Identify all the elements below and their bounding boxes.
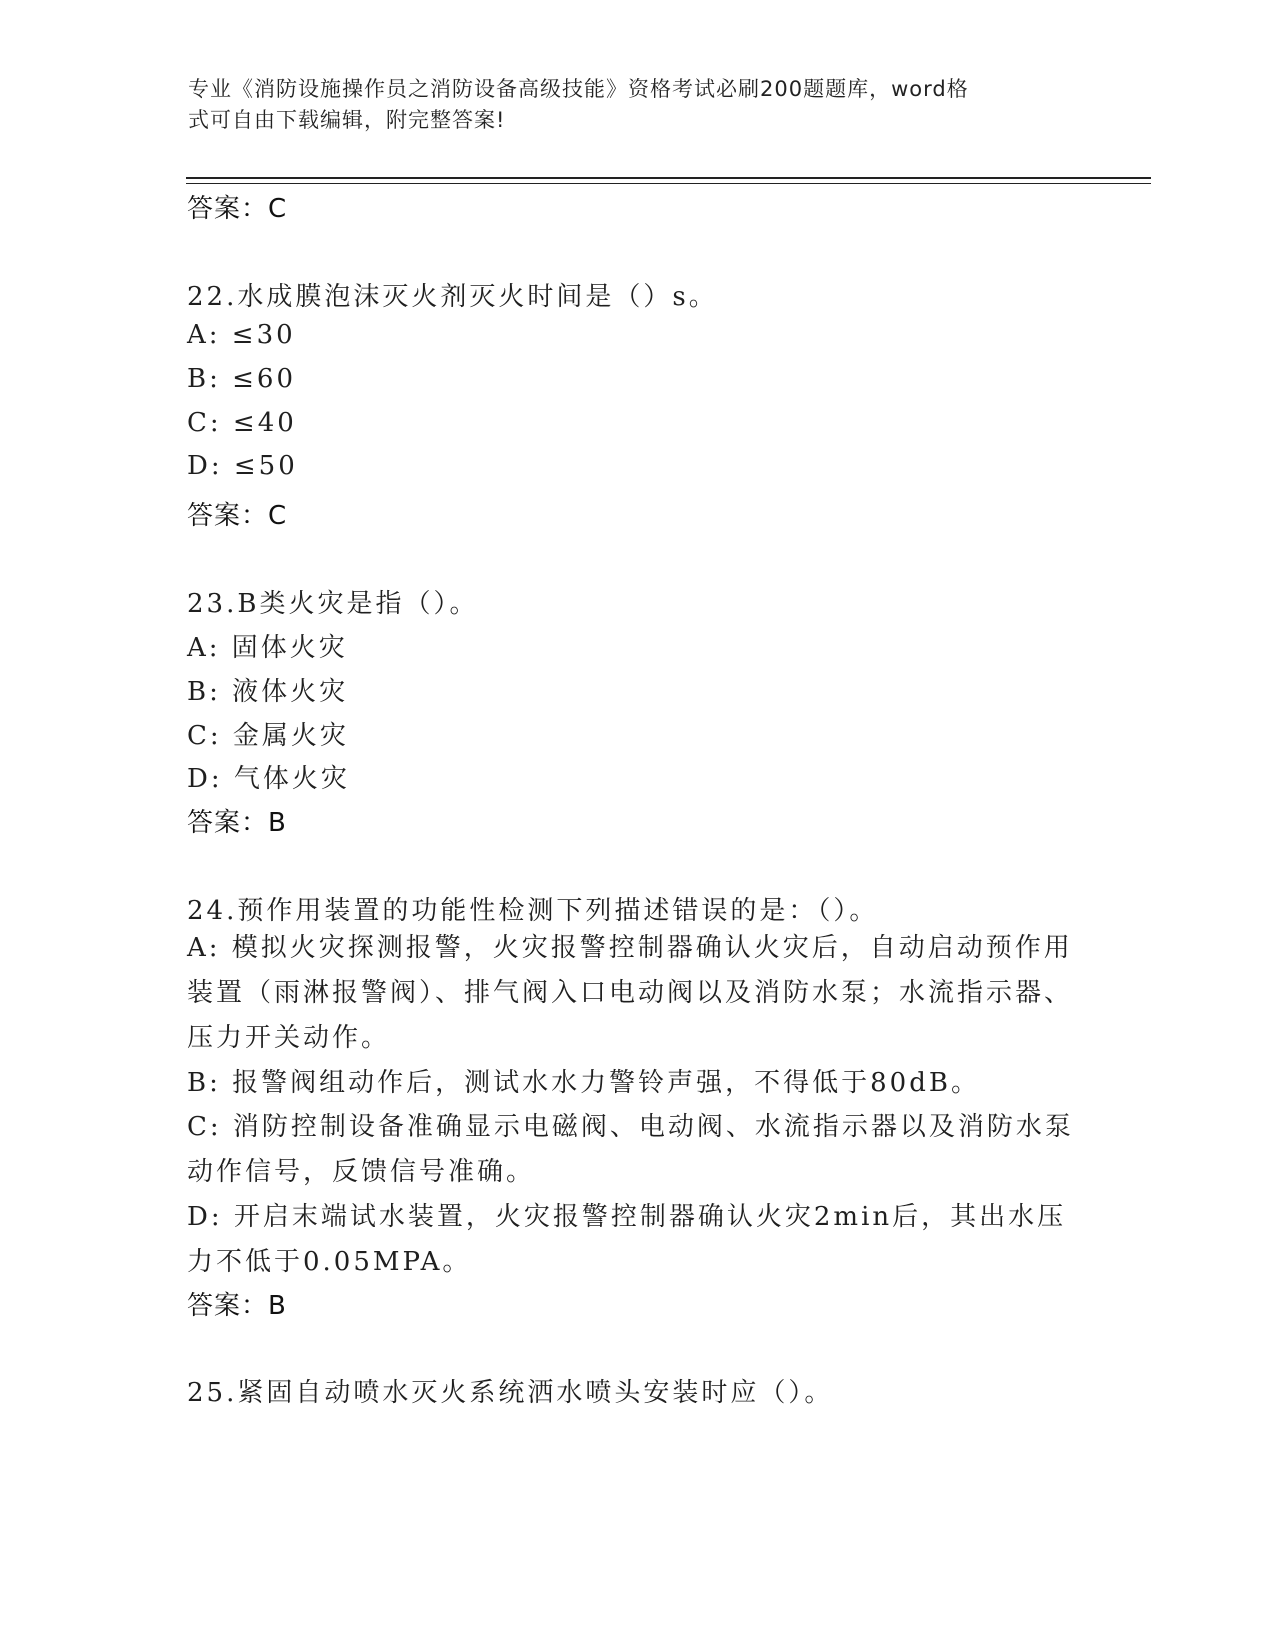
question-25: 25.紧固自动喷水灭火系统洒水喷头安装时应（）。 (187, 1378, 834, 1408)
q23-option-c: C: 金属火灾 (187, 721, 349, 751)
question-22: 22.水成膜泡沫灭火剂灭火时间是（）s。 (187, 282, 718, 312)
question-23: 23.B类火灾是指（）。 (187, 589, 479, 619)
q23-answer: 答案：B (187, 808, 287, 838)
q22-option-c: C: ≤40 (187, 408, 297, 438)
previous-answer: 答案：C (187, 194, 288, 224)
q22-option-b: B: ≤60 (187, 364, 296, 394)
q22-answer: 答案：C (187, 501, 288, 531)
q22-option-d: D: ≤50 (187, 451, 298, 481)
q22-option-a: A: ≤30 (187, 320, 296, 350)
header-line-1: 专业《消防设施操作员之消防设备高级技能》资格考试必刷200题题库，word格 (188, 77, 969, 101)
q23-option-d: D: 气体火灾 (187, 764, 350, 794)
header-divider-thick (186, 177, 1151, 179)
q23-option-b: B: 液体火灾 (187, 677, 349, 707)
q24-answer: 答案：B (187, 1291, 287, 1321)
q24-option-c: C: 消防控制设备准确显示电磁阀、电动阀、水流指示器以及消防水泵动作信号，反馈信号准确。 (187, 1112, 1074, 1187)
q24-option-d: D: 开启末端试水装置，火灾报警控制器确认火灾2min后，其出水压力不低于0.05MPA。 (187, 1202, 1067, 1277)
q24-option-b: B: 报警阀组动作后，测试水水力警铃声强，不得低于80dB。 (187, 1068, 980, 1098)
header-divider-thin (186, 183, 1151, 184)
document-header (188, 74, 1068, 136)
q23-option-a: A: 固体火灾 (187, 633, 348, 663)
header-line-2: 式可自由下载编辑，附完整答案! (188, 108, 506, 132)
question-24: 24.预作用装置的功能性检测下列描述错误的是：（）。 (187, 896, 879, 926)
q24-option-a: A: 模拟火灾探测报警，火灾报警控制器确认火灾后，自动启动预作用装置（雨淋报警阀）、排气阀入口电动阀以及消防水泵；水流指示器、压力开关动作。 (187, 933, 1074, 1053)
